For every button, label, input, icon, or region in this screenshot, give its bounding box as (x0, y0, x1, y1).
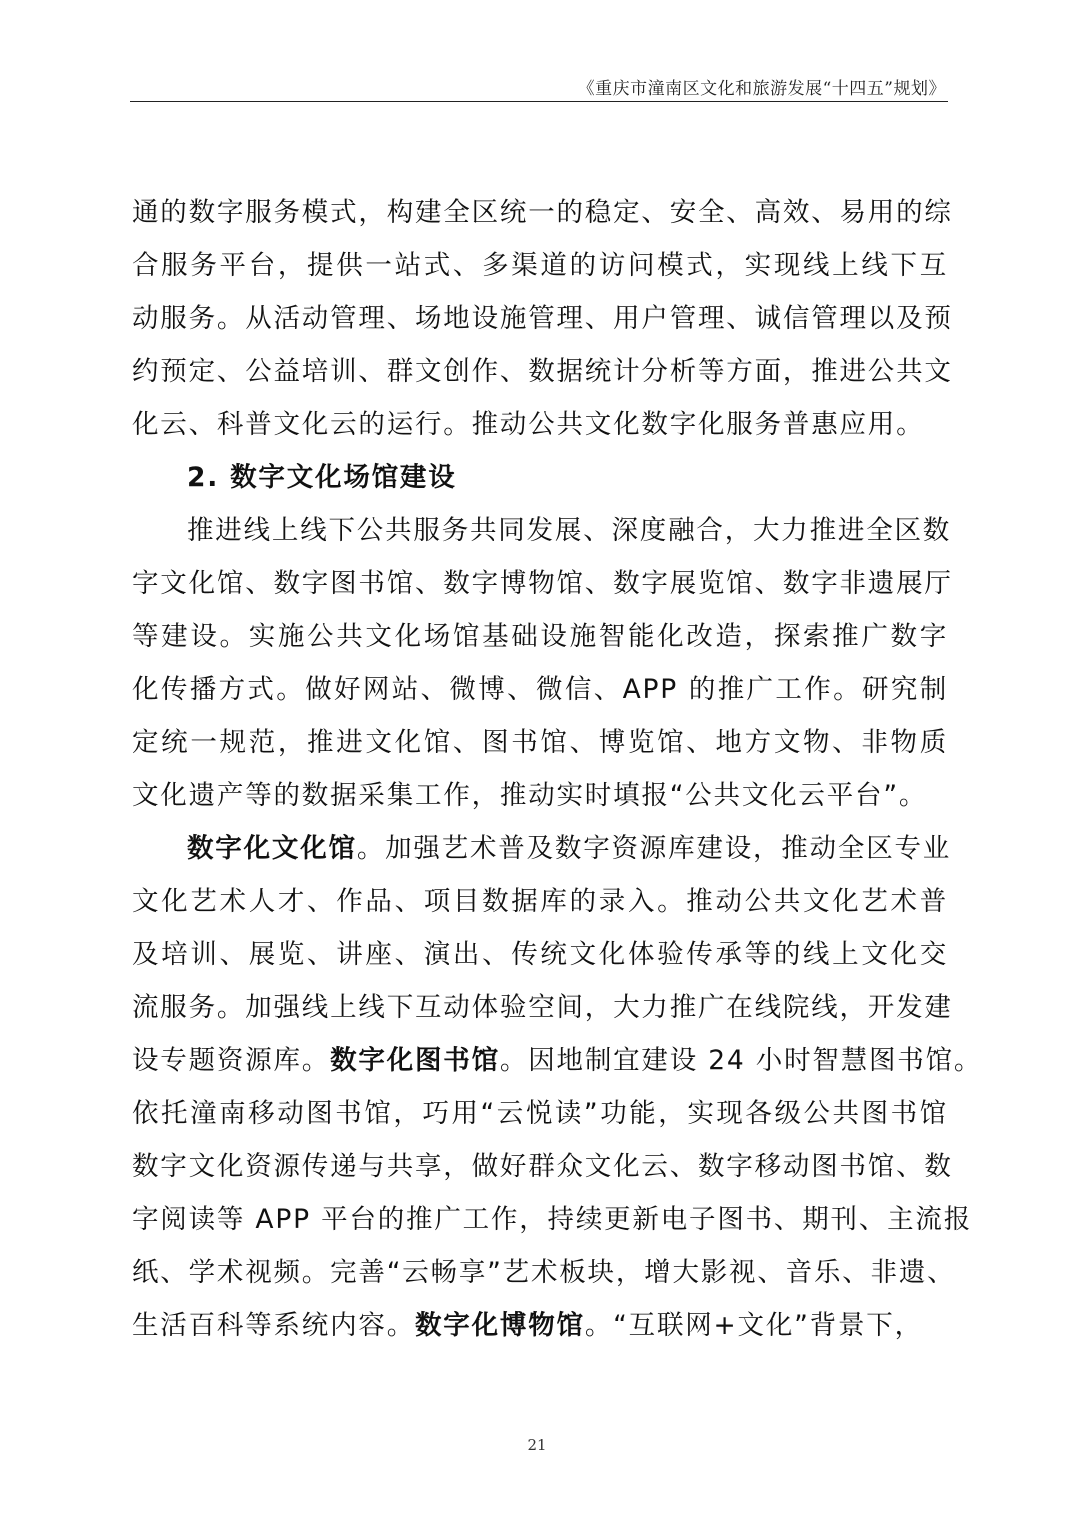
text-line: 定统一规范，推进文化馆、图书馆、博览馆、地方文物、非物质 (132, 727, 948, 758)
text-line: 字文化馆、数字图书馆、数字博物馆、数字展览馆、数字非遗展厅 (132, 568, 953, 599)
text-line (132, 1034, 983, 1087)
header-rule (130, 101, 948, 102)
text-line: 及培训、展览、讲座、演出、传统文化体验传承等的线上文化交 (132, 939, 948, 970)
text-line: 纸、学术视频。完善“云畅享”艺术板块，增大影视、音乐、非遗、 (132, 1257, 956, 1288)
text-run: 设专题资源库。 (132, 1045, 331, 1076)
text-line: 化传播方式。做好网站、微博、微信、APP 的推广工作。研究制 (132, 674, 948, 705)
page-number: 21 (527, 1436, 547, 1454)
text-line: 合服务平台，提供一站式、多渠道的访问模式，实现线上线下互 (132, 250, 948, 281)
text-line: 等建设。实施公共文化场馆基础设施智能化改造，探索推广数字 (132, 621, 948, 652)
text-line: 字阅读等 APP 平台的推广工作，持续更新电子图书、期刊、主流报 (132, 1204, 973, 1235)
text-line: 流服务。加强线上线下互动体验空间，大力推广在线院线，开发建 (132, 992, 953, 1023)
text-line (132, 1299, 948, 1352)
text-run: 生活百科等系统内容。 (132, 1310, 415, 1341)
text-line: 文化艺术人才、作品、项目数据库的录入。推动公共文化艺术普 (132, 886, 948, 917)
text-line: 文化遗产等的数据采集工作，推动实时填报“公共文化云平台”。 (132, 780, 928, 811)
bold-term: 数字化图书馆 (330, 1045, 500, 1076)
text-run: 。加强艺术普及数字资源库建设，推动全区专业 (356, 833, 952, 864)
text-line: 推进线上线下公共服务共同发展、深度融合，大力推进全区数 (187, 515, 952, 546)
text-line: 数字文化资源传递与共享，做好群众文化云、数字移动图书馆、数 (132, 1151, 953, 1182)
bold-term: 数字化文化馆 (187, 833, 357, 864)
text-line: 通的数字服务模式，构建全区统一的稳定、安全、高效、易用的综 (132, 197, 953, 228)
running-header: 《重庆市潼南区文化和旅游发展“十四五”规划》 (577, 79, 946, 99)
section-heading: 2. 数字文化场馆建设 (187, 462, 457, 493)
text-run: 。因地制宜建设 24 小时智慧图书馆。 (499, 1045, 983, 1076)
text-line: 依托潼南移动图书馆，巧用“云悦读”功能，实现各级公共图书馆 (132, 1098, 948, 1129)
text-line: 约预定、公益培训、群文创作、数据统计分析等方面，推进公共文 (132, 356, 953, 387)
text-line: 动服务。从活动管理、场地设施管理、用户管理、诚信管理以及预 (132, 303, 953, 334)
text-run: 。“互联网+文化”背景下， (584, 1310, 923, 1341)
text-line: 化云、科普文化云的运行。推动公共文化数字化服务普惠应用。 (132, 409, 925, 440)
bold-term: 数字化博物馆 (415, 1310, 585, 1341)
text-line (132, 822, 952, 875)
body-text (132, 186, 983, 1352)
